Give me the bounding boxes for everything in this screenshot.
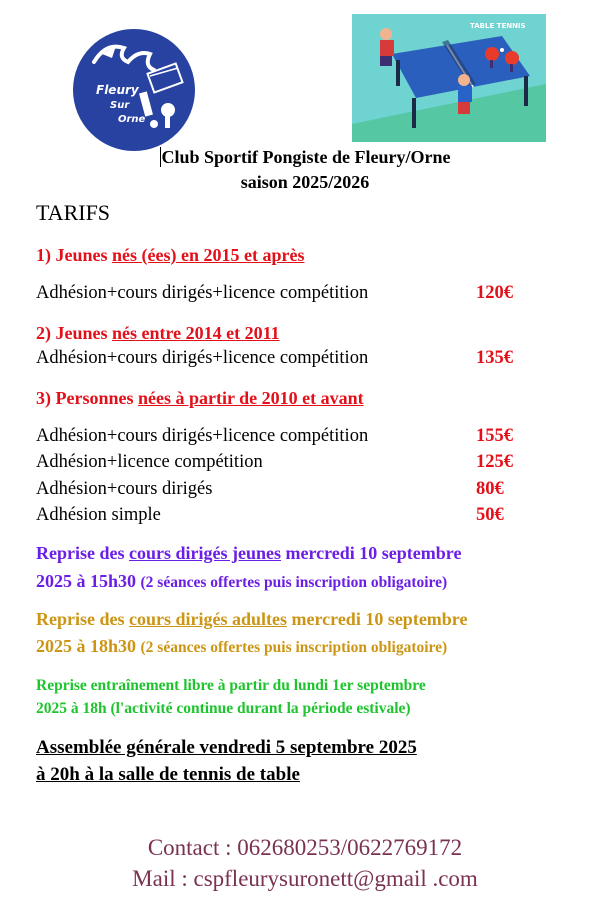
price-value: 120€ (476, 283, 513, 303)
price-row (36, 426, 368, 447)
adult-resume-prefix: Reprise des (36, 609, 129, 629)
logo-text-fleury: Fleury (96, 83, 139, 97)
youth-resume-note: (2 séances offertes puis inscription obligatoire) (140, 574, 448, 591)
tarifs-heading: TARIFS (36, 200, 111, 225)
club-name-text: Club Sportif Pongiste de Fleury/Orne (161, 147, 451, 167)
illustration-label: TABLE TENNIS (470, 22, 526, 30)
price-label: Adhésion+cours dirigés+licence compétition (36, 426, 369, 446)
adult-resume-line1 (36, 609, 467, 630)
price-label: Adhésion+cours dirigés+licence compétition (36, 283, 369, 303)
assembly-line1: Assemblée générale vendredi 5 septembre 2025 (36, 737, 417, 758)
section-1-number: 1) Jeunes (36, 245, 112, 265)
contact-phone: Contact : 062680253/0622769172 (147, 835, 463, 860)
table-tennis-illustration (352, 14, 546, 142)
youth-resume-suffix: mercredi 10 septembre (281, 543, 462, 563)
adult-resume-underlined: cours dirigés adultes (129, 609, 288, 629)
section-1-range: nés (ées) en 2015 et après (112, 245, 305, 265)
price-row (36, 283, 368, 304)
section-3-range: nées à partir de 2010 et avant (138, 388, 364, 408)
section-3-number: 3) Personnes (36, 388, 138, 408)
youth-resume-prefix: Reprise des (36, 543, 129, 563)
youth-resume-underlined: cours dirigés jeunes (129, 543, 281, 563)
price-value: 80€ (476, 479, 504, 499)
section-2-heading (36, 323, 280, 344)
price-value: 125€ (476, 452, 513, 472)
section-3-heading (36, 388, 364, 409)
price-label: Adhésion+cours dirigés (36, 479, 213, 499)
free-training-line2: 2025 à 18h (l'activité continue durant la période estivale) (36, 700, 411, 717)
adult-resume-line2 (36, 636, 447, 657)
season-title: saison 2025/2026 (240, 172, 370, 192)
youth-resume-line2 (36, 571, 447, 592)
contact-mail: Mail : cspfleurysuronett@gmail .com (132, 866, 478, 891)
youth-resume-time: 2025 à 15h30 (36, 571, 141, 591)
price-label: Adhésion+cours dirigés+licence compétition (36, 348, 369, 368)
price-row (36, 479, 212, 500)
price-row (36, 348, 368, 369)
youth-resume-line1 (36, 543, 461, 564)
text-cursor-icon (160, 147, 161, 167)
section-1-heading (36, 245, 304, 266)
section-2-range: nés entre 2014 et 2011 (112, 323, 280, 343)
logo-text-orne: Orne (118, 114, 146, 125)
price-value: 50€ (476, 505, 504, 525)
adult-resume-suffix: mercredi 10 septembre (287, 609, 468, 629)
club-logo (72, 28, 196, 152)
price-label: Adhésion simple (36, 505, 161, 525)
club-name-title (0, 147, 610, 168)
adult-resume-time: 2025 à 18h30 (36, 636, 141, 656)
price-value: 135€ (476, 348, 513, 368)
assembly-line2: à 20h à la salle de tennis de table (36, 764, 300, 785)
logo-text-sur: Sur (110, 100, 130, 111)
price-label: Adhésion+licence compétition (36, 452, 263, 472)
free-training-line1: Reprise entraînement libre à partir du lundi 1er septembre (36, 677, 426, 694)
price-row (36, 452, 263, 473)
price-value: 155€ (476, 426, 513, 446)
section-2-number: 2) Jeunes (36, 323, 112, 343)
price-row (36, 505, 161, 526)
adult-resume-note: (2 séances offertes puis inscription obligatoire) (140, 639, 448, 656)
